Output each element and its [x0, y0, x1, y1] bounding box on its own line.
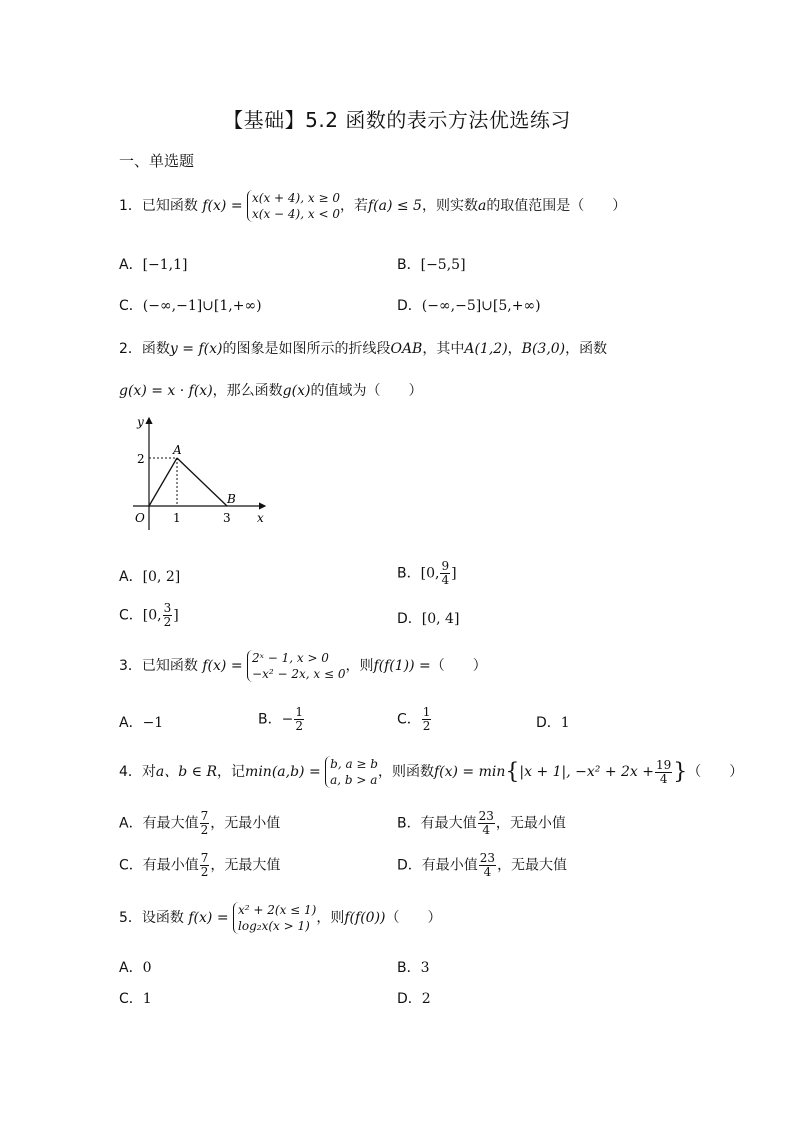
fraction	[163, 602, 173, 629]
numerator: 1	[422, 705, 431, 719]
option-label: C．	[119, 991, 143, 1007]
question-text: ，若	[339, 198, 368, 214]
option-label: A．	[119, 715, 143, 731]
min-definition: min(a,b) =	[245, 764, 321, 780]
fraction	[200, 810, 210, 837]
case-1: x² + 2(x ≤ 1)	[238, 903, 317, 917]
case-2: −x² − 2x, x ≤ 0	[252, 667, 346, 681]
origin-label: O	[135, 511, 145, 525]
option-expr: 1	[560, 715, 570, 731]
option-b[interactable]	[397, 254, 466, 274]
numerator: 7	[200, 809, 209, 823]
option-d[interactable]	[397, 295, 541, 315]
option-text: 有最小值	[421, 857, 478, 874]
question-text: （ ）	[385, 910, 442, 926]
function-name: f(x) =	[202, 658, 243, 674]
option-label: B．	[397, 960, 421, 976]
option-label: B．	[258, 711, 282, 728]
case-1: b, a ≥ b	[330, 757, 378, 771]
denominator: 2	[163, 615, 172, 629]
numerator: 19	[656, 757, 672, 772]
denominator: 2	[200, 865, 209, 879]
condition: f(a) ≤ 5	[367, 198, 422, 214]
option-a[interactable]	[119, 810, 280, 837]
option-label: C．	[119, 607, 143, 624]
denominator: 4	[482, 823, 491, 837]
denominator: 2	[200, 823, 209, 837]
fraction	[440, 560, 450, 587]
option-expr: [−1,1]	[142, 257, 188, 273]
segment-ab	[177, 458, 227, 506]
case-2: a, b > a	[330, 773, 378, 787]
brace-close: }	[673, 759, 688, 785]
question-text: 的值域为（ ）	[310, 383, 423, 399]
option-d[interactable]	[397, 608, 459, 628]
option-expr: (−∞,−1]∪[1,+∞)	[142, 298, 262, 314]
function-expr: y = f(x)	[169, 341, 223, 357]
question-text: （ ）	[687, 764, 744, 780]
fraction	[479, 852, 496, 879]
function-graph	[125, 410, 275, 530]
numerator: 1	[295, 705, 303, 719]
option-expr: [0, 2]	[142, 569, 181, 585]
question-1	[119, 190, 626, 222]
function-expr: f(f(0))	[344, 910, 386, 926]
numerator: 3	[163, 601, 172, 615]
question-text: 已知函数	[141, 658, 198, 674]
option-d[interactable]	[536, 712, 570, 732]
option-text: ，无最小值	[495, 815, 566, 832]
numerator: 23	[479, 851, 496, 865]
option-c[interactable]	[119, 852, 280, 879]
option-expr: [0,	[142, 607, 162, 624]
tick-x-3: 3	[223, 511, 231, 525]
option-expr: −1	[142, 715, 164, 731]
question-2-line-2	[119, 380, 422, 400]
question-text: （ ）	[430, 658, 487, 674]
option-text: 有最小值	[142, 857, 199, 874]
question-text: 函数	[141, 341, 170, 357]
option-label: C．	[119, 298, 143, 314]
question-text: ，则实数	[421, 198, 478, 214]
question-text: 对	[141, 764, 156, 780]
question-text: ，函数	[565, 341, 608, 357]
x-axis-label: x	[257, 511, 264, 525]
question-text: 设函数	[141, 910, 184, 926]
variables: a、b ∈ R	[155, 764, 218, 780]
option-c[interactable]	[397, 706, 432, 733]
option-label: D．	[397, 611, 422, 627]
piecewise-cases	[247, 650, 345, 682]
case-1: 2ˣ − 1, x > 0	[252, 651, 329, 665]
piecewise-cases	[325, 756, 378, 788]
fraction	[655, 759, 672, 786]
question-text: ，记	[217, 764, 246, 780]
option-expr: (−∞,−5]∪[5,+∞)	[421, 298, 541, 314]
question-text: 已知函数	[141, 198, 198, 214]
option-c[interactable]	[119, 602, 179, 629]
option-b[interactable]	[258, 706, 305, 733]
option-expr: [0, 4]	[421, 611, 460, 627]
point-b-label: B	[227, 492, 236, 506]
option-b[interactable]	[397, 560, 457, 587]
function-name: f(x) =	[188, 910, 229, 926]
fraction	[294, 706, 304, 733]
brace-open: {	[505, 759, 520, 785]
piecewise-cases	[233, 902, 316, 934]
option-label: D．	[397, 298, 422, 314]
question-text: ，其中	[422, 341, 465, 357]
question-text: ，则	[345, 658, 374, 674]
option-label: A．	[119, 257, 143, 273]
option-expr: [0,	[420, 565, 440, 582]
option-label: A．	[119, 569, 143, 585]
question-number: 1．	[119, 198, 142, 214]
question-number: 4．	[119, 764, 142, 780]
option-label: C．	[119, 857, 143, 874]
point-b-coord: B(3,0)	[521, 341, 566, 357]
option-label: C．	[397, 711, 421, 728]
option-label: A．	[119, 960, 143, 976]
numerator: 7	[200, 851, 209, 865]
piecewise-cases	[247, 190, 340, 222]
case-2: x(x − 4), x < 0	[252, 207, 340, 221]
option-text: ，无最小值	[210, 815, 281, 832]
question-text: 的取值范围是（ ）	[486, 198, 627, 214]
option-text: ，无最大值	[497, 857, 568, 874]
numerator: 9	[441, 559, 450, 573]
question-4	[119, 756, 743, 788]
variable: a	[477, 198, 487, 214]
option-expr: 1	[142, 991, 152, 1007]
segment-name: OAB	[390, 341, 423, 357]
fraction	[478, 810, 495, 837]
question-text: ，则	[316, 910, 345, 926]
option-a[interactable]	[119, 566, 180, 586]
point-a-label: A	[173, 443, 182, 457]
fraction	[422, 706, 432, 733]
option-expr: 3	[420, 960, 430, 976]
option-text: ，无最大值	[210, 857, 281, 874]
question-text: ，则函数	[377, 764, 434, 780]
denominator: 4	[659, 771, 668, 786]
case-1: x(x + 4), x ≥ 0	[252, 191, 340, 205]
function-expr: g(x)	[282, 383, 311, 399]
page-title: 【基础】5.2 函数的表示方法优选练习	[223, 108, 571, 132]
fraction	[200, 852, 210, 879]
option-a[interactable]	[119, 957, 152, 977]
option-sign: −	[281, 711, 294, 728]
option-b[interactable]	[397, 957, 430, 977]
option-label: B．	[397, 257, 421, 273]
question-5	[119, 902, 442, 934]
y-axis-label: y	[137, 415, 144, 429]
option-expr: 0	[142, 960, 152, 976]
point-a-coord: A(1,2)	[464, 341, 508, 357]
denominator: 4	[483, 865, 492, 879]
denominator: 4	[441, 573, 450, 587]
numerator: 23	[478, 809, 494, 823]
question-number: 3．	[119, 658, 142, 674]
option-expr: 2	[421, 991, 431, 1007]
function-expr: f(x) = min	[433, 764, 506, 780]
function-expr: g(x) = x · f(x)	[119, 383, 213, 399]
option-label: B．	[397, 815, 421, 832]
option-label: D．	[397, 857, 422, 874]
function-name: f(x) =	[202, 198, 243, 214]
option-d[interactable]	[397, 988, 431, 1008]
option-d[interactable]	[397, 852, 567, 879]
case-2: log₂x(x > 1)	[238, 919, 310, 933]
option-c[interactable]	[119, 295, 262, 315]
option-label: D．	[536, 715, 561, 731]
function-expr: f(f(1)) =	[373, 658, 431, 674]
option-text: 有最大值	[142, 815, 199, 832]
question-text: 的图象是如图所示的折线段	[222, 341, 391, 357]
option-label: D．	[397, 991, 422, 1007]
option-b[interactable]	[397, 810, 566, 837]
option-label: B．	[397, 565, 421, 582]
question-number: 5．	[119, 910, 142, 926]
option-text: 有最大值	[420, 815, 477, 832]
tick-y-2: 2	[137, 452, 145, 466]
function-inner: |x + 1|, −x² + 2x +	[519, 764, 655, 780]
option-expr: ]	[451, 565, 457, 582]
tick-x-1: 1	[173, 511, 181, 525]
segment-oa	[149, 458, 177, 506]
option-label: A．	[119, 815, 143, 832]
option-expr: ]	[173, 607, 179, 624]
question-2	[119, 338, 607, 358]
option-a[interactable]	[119, 254, 188, 274]
denominator: 2	[295, 719, 303, 733]
option-c[interactable]	[119, 988, 152, 1008]
option-a[interactable]	[119, 712, 163, 732]
option-expr: [−5,5]	[420, 257, 466, 273]
question-3	[119, 650, 487, 682]
section-heading: 一、单选题	[119, 152, 195, 170]
question-number: 2．	[119, 341, 142, 357]
question-text: ，	[507, 341, 522, 357]
denominator: 2	[422, 719, 431, 733]
question-text: ，那么函数	[212, 383, 283, 399]
